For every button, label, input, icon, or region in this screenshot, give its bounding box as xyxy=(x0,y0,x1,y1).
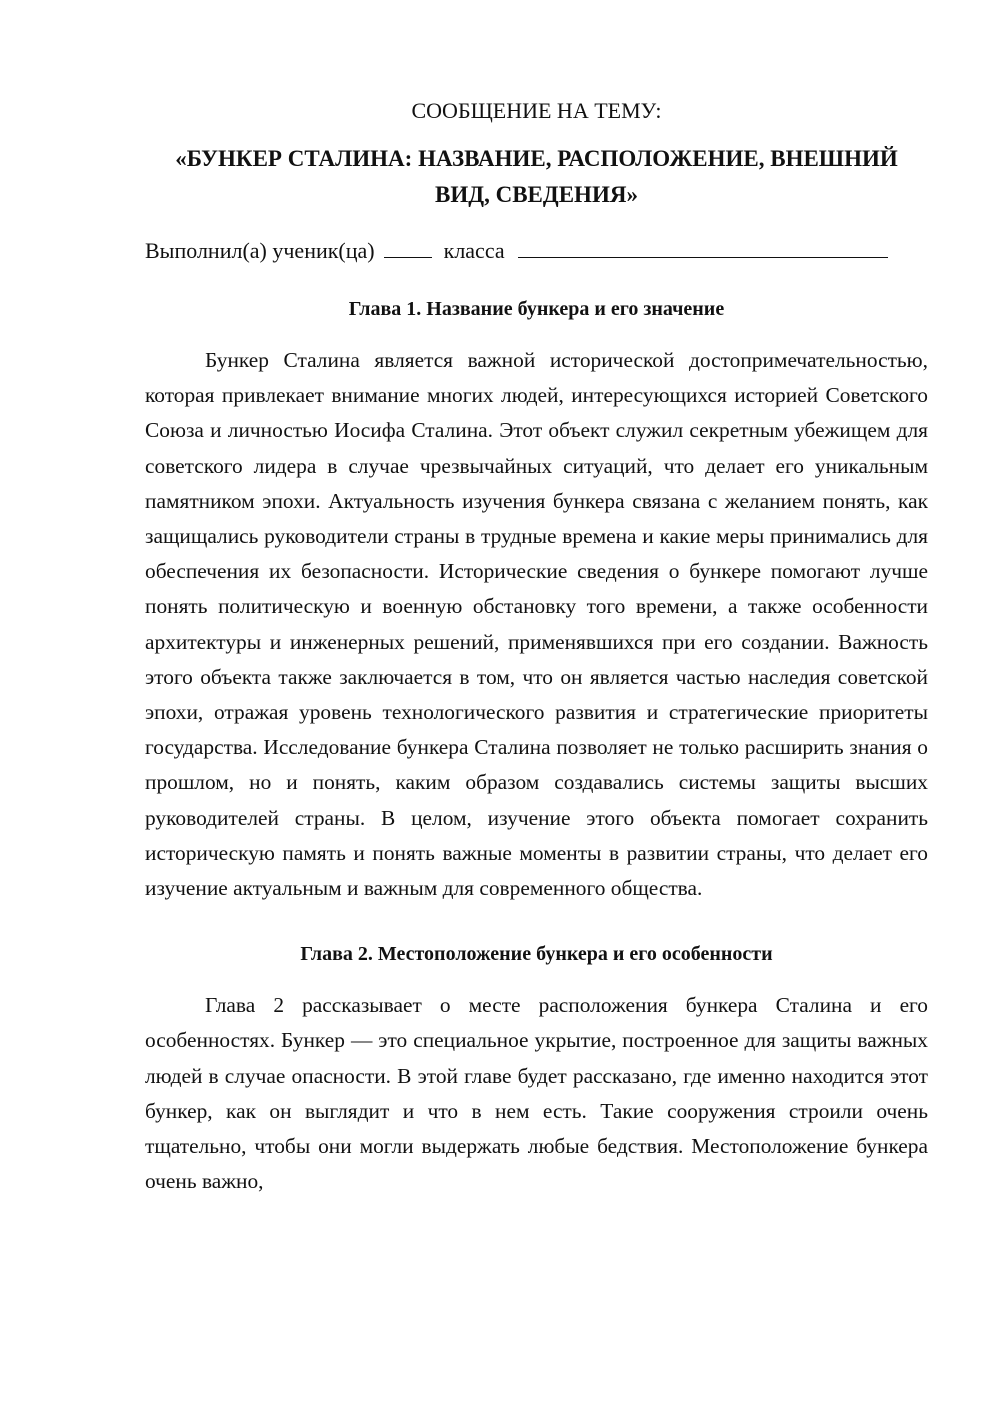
name-blank-field xyxy=(518,237,888,258)
document-page xyxy=(145,0,928,1199)
author-line xyxy=(145,237,928,265)
chapter-2-heading: Глава 2. Местоположение бункера и его особенности xyxy=(300,943,773,966)
document-title: «БУНКЕР СТАЛИНА: НАЗВАНИЕ, РАСПОЛОЖЕНИЕ, ВНЕШНИЙ ВИД, СВЕДЕНИЯ» xyxy=(175,146,898,207)
chapter-1-heading: Глава 1. Название бункера и его значение xyxy=(348,298,725,320)
chapter-1-paragraph: Бункер Сталина является важной исторической достопримечательностью, которая привлекает внимание многих людей, интересующихся историей Советского Союза и личностью Иосифа Сталина. Этот объект служил секретным убежищем для советского лидера в случае чрезвычайных ситуаций, что делает его уникальным памятником эпохи. Актуальность изучения бункера связана с желанием понять, как защищались руководители страны в трудные времена и какие меры принимались для обеспечения их безопасности. Исторические сведения о бункере помогают лучше понять политическую и военную обстановку того времени, а также особенности архитектуры и инженерных решений, применявшихся при его создании. Важность этого объекта также заключается в том, что он является частью наследия советской эпохи, отражая уровень технологического развития и стратегические приоритеты государства. Исследование бункера Сталина позволяет не только расширить знания о прошлом, но и понять, каким образом создавались системы защиты высших руководителей страны. В целом, изучение этого объекта помогает сохранить историческую память и понять важные моменты в развитии страны, что делает его изучение актуальным и важным для современного общества. xyxy=(145,348,928,901)
author-prefix: Выполнил(а) ученик(ца) xyxy=(145,238,375,263)
author-class-label: класса xyxy=(443,238,505,263)
grade-blank-field xyxy=(384,237,432,258)
report-type-heading: СООБЩЕНИЕ НА ТЕМУ: xyxy=(411,98,662,123)
chapter-2-paragraph: Глава 2 рассказывает о месте расположения бункера Сталина и его особенностях. Бункер — это специальное укрытие, построенное для защиты важных людей в случае опасности. В этой главе будет рассказано, где именно находится этот бункер, как он выглядит и что в нем есть. Такие сооружения строили очень тщательно, чтобы они могли выдержать любые бедствия. Местоположение бункера очень важно, xyxy=(145,993,928,1194)
